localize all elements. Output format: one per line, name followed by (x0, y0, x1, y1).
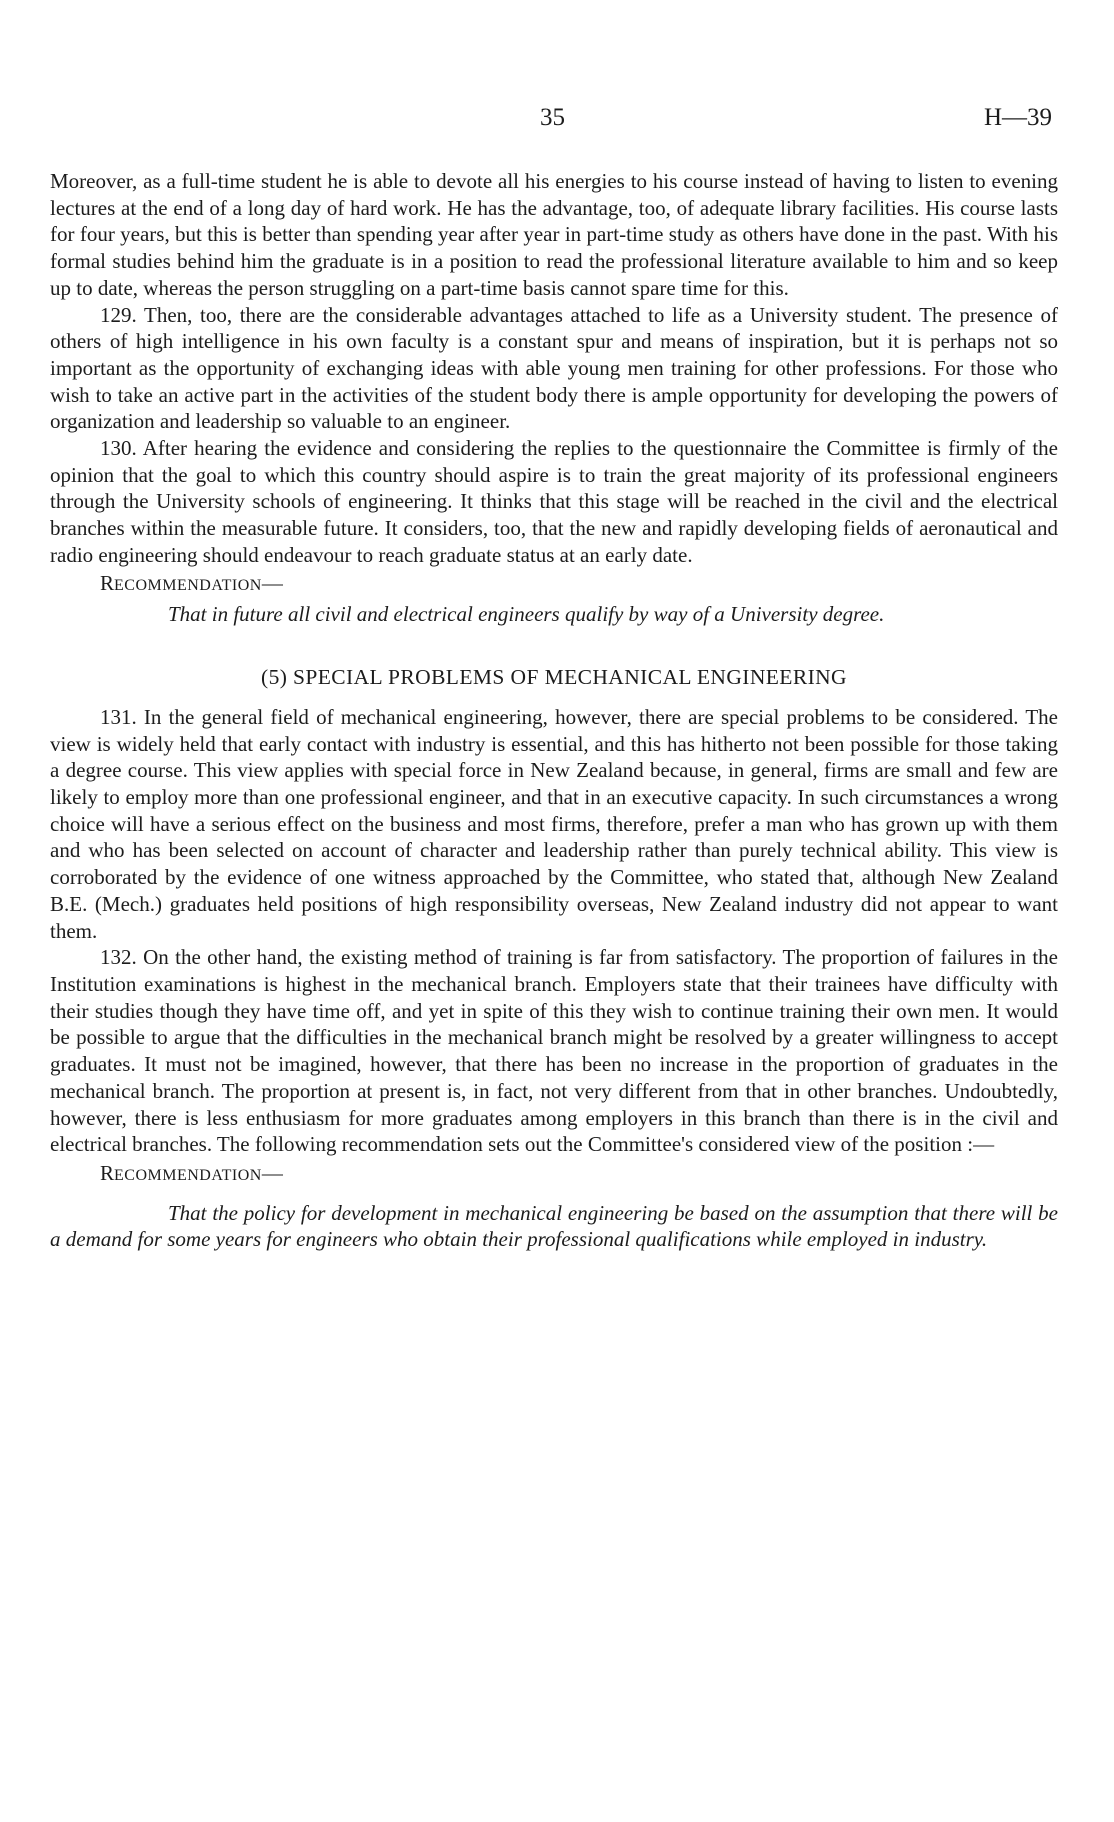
paragraph-131: 131. In the general field of mechanical engineering, however, there are special problems to be considered. The view is widely held that early contact with industry is essential, and this has hitherto not been possible for those taking a degree course. This view applies with special force in New Zealand because, in general, firms are small and few are likely to employ more than one professional engineer, and that in an executive capacity. In such circumstances a wrong choice will have a serious effect on the business and most firms, therefore, prefer a man who has grown up with them and who has been selected on account of character and leadership rather than purely technical ability. This view is corroborated by the evidence of one witness approached by the Committee, who stated that, although New Zealand B.E. (Mech.) graduates held positions of high responsibility overseas, New Zealand industry did not appear to want them. (50, 704, 1058, 943)
document-reference: H—39 (983, 104, 1052, 131)
recommendation-heading-2 (100, 1160, 1058, 1190)
paragraph-continuation: Moreover, as a full-time student he is able to devote all his energies to his course instead of having to listen to evening lectures at the end of a long day of hard work. He has the advantage, too, of adequate library facilities. His course lasts for four years, but this is better than spending year after year in part-time study as others have done in the past. With his formal studies behind him the graduate is in a position to read the professional literature available to him and so keep up to date, whereas the person struggling on a part-time basis cannot spare time for this. (50, 169, 1058, 300)
recommendation-text-1: That in future all civil and electrical engineers qualify by way of a University degree. (168, 602, 885, 627)
page-number: 35 (540, 104, 565, 131)
recommendation-heading-dash: — (261, 570, 283, 595)
page-body (50, 168, 1058, 1253)
paragraph-129: 129. Then, too, there are the considerable advantages attached to life as a University student. The presence of others of high intelligence in his own faculty is a constant spur and means of inspiration, but it is perhaps not so important as the opportunity of exchanging ideas with able young men training for other professions. For those who wish to take an active part in the activities of the student body there is ample opportunity for developing the powers of organization and leadership so valuable to an engineer. (50, 302, 1058, 434)
paragraph-132: 132. On the other hand, the existing method of training is far from satisfactory. The proportion of failures in the Institution examinations is highest in the mechanical branch. Employers state that their trainees have difficulty with their studies though they have time off, and yet in spite of this they wish to continue training their own men. It would be possible to argue that the difficulties in the mechanical branch might be resolved by a greater willingness to accept graduates. It must not be imagined, however, that there has been no increase in the proportion of graduates in the mechanical branch. The proportion at present is, in fact, not very different from that in other branches. Undoubtedly, however, there is less enthusiasm for more graduates among employers in this branch than there is in the civil and electrical branches. The following recommendation sets out the Committee's considered view of the position :— (50, 945, 1058, 1157)
paragraph-130: 130. After hearing the evidence and considering the replies to the questionnaire the Committee is firmly of the opinion that the goal to which this country should aspire is to train the great majority of its professional engineers through the University schools of engineering. It thinks that this stage will be reached in the civil and the electrical branches within the measurable future. It considers, too, that the new and rapidly developing fields of aeronautical and radio engineering should endeavour to reach graduate status at an early date. (50, 436, 1058, 567)
recommendation-heading-initial: R (100, 1160, 115, 1185)
recommendation-heading-1 (100, 570, 1058, 600)
recommendation-heading-dash: — (261, 1160, 283, 1185)
recommendation-text-2: That the policy for development in mechanical engineering be based on the assumption that there will be a demand for some years for engineers who obtain their professional qualifications while employed in industry. (50, 1200, 1058, 1252)
recommendation-heading-initial: R (100, 570, 115, 595)
recommendation-heading-rest: ECOMMENDATION (114, 1166, 262, 1184)
page-header (0, 104, 1114, 134)
recommendation-heading-rest: ECOMMENDATION (114, 576, 262, 594)
section-heading: (5) SPECIAL PROBLEMS OF MECHANICAL ENGINEERING (261, 664, 847, 689)
